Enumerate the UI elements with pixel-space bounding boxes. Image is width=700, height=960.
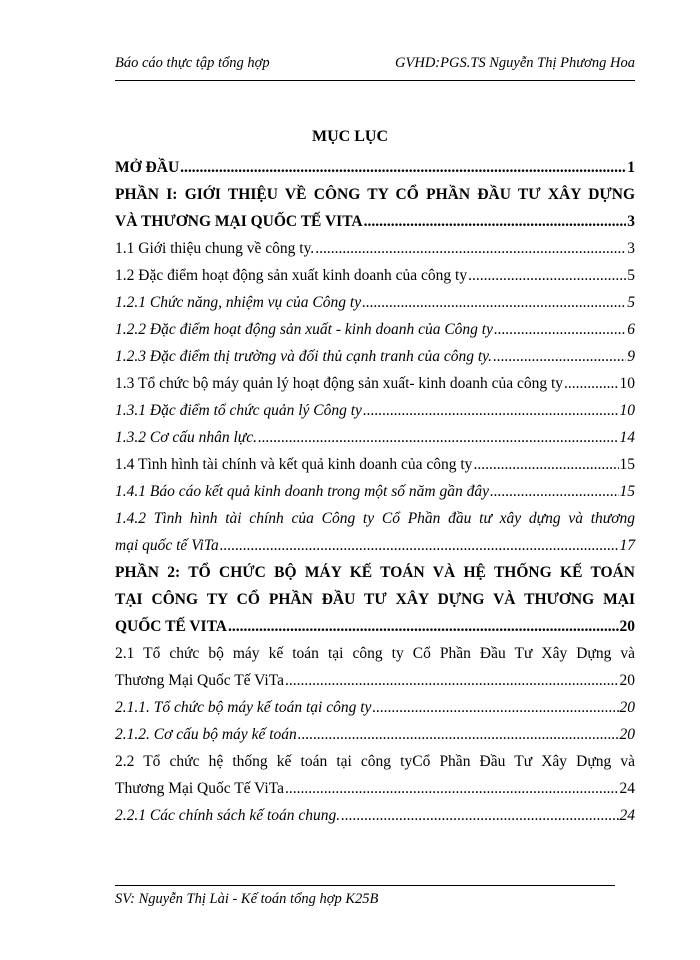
toc-page-number: 20 <box>619 672 635 689</box>
toc-entry-text: 1.4.2 Tình hình tài chính của Công ty Cổ Phần đầu tư xây dựng và thương <box>115 510 635 527</box>
toc-page-number: 10 <box>619 375 635 392</box>
toc-entry-1-3[interactable] <box>115 370 635 397</box>
footer-rule <box>115 885 615 886</box>
toc-page-number: 24 <box>619 807 635 824</box>
toc-entry-1-4-2[interactable] <box>115 505 635 559</box>
toc-entry-text: 2.1.1. Tổ chức bộ máy kế toán tại công ty <box>115 699 372 716</box>
toc-page-number: 20 <box>619 618 635 635</box>
toc-page-number: 24 <box>619 780 635 797</box>
toc-page-number: 5 <box>627 294 635 311</box>
toc-page-number: 15 <box>619 483 635 500</box>
toc-entry-text: mại quốc tế ViTa <box>115 537 219 554</box>
toc-entry-text: 2.2 Tổ chức hệ thống kế toán tại công tyCổ Phần Đầu Tư Xây Dựng và <box>115 753 635 770</box>
header-right: GVHD:PGS.TS Nguyễn Thị Phương Hoa <box>395 55 635 71</box>
toc-entry-text: 1.3 Tổ chức bộ máy quản lý hoạt động sản xuất- kinh doanh của công ty <box>115 375 564 392</box>
toc-entry-1-2-2[interactable] <box>115 316 635 343</box>
toc-entry-text: PHẦN 2: TỔ CHỨC BỘ MÁY KẾ TOÁN VÀ HỆ THỐNG KẾ TOÁN <box>115 564 635 581</box>
toc-entry-text: 1.2 Đặc điểm hoạt động sản xuất kinh doanh của công ty <box>115 267 468 284</box>
toc-entry-text: 1.3.1 Đặc điểm tổ chức quản lý Công ty <box>115 402 362 419</box>
toc-entry-text: 1.4 Tình hình tài chính và kết quả kinh doanh của công ty <box>115 456 473 473</box>
toc-entry-1-1[interactable] <box>115 235 635 262</box>
header-rule <box>115 80 635 81</box>
toc-entry-text: 1.3.2 Cơ cấu nhân lực. <box>115 429 258 446</box>
toc-entry-mo-dau[interactable] <box>115 154 635 181</box>
table-of-contents <box>115 154 635 829</box>
toc-entry-1-2-3[interactable] <box>115 343 635 370</box>
toc-entry-text: Thương Mại Quốc Tế ViTa <box>115 780 284 797</box>
toc-page-number: 10 <box>619 402 635 419</box>
toc-entry-1-3-2[interactable] <box>115 424 635 451</box>
toc-entry-2-1-2[interactable] <box>115 721 635 748</box>
header-left: Báo cáo thực tập tổng hợp <box>115 55 270 71</box>
toc-entry-text: TẠI CÔNG TY CỔ PHẦN ĐẦU TƯ XÂY DỰNG VÀ THƯƠNG MẠI <box>115 591 635 608</box>
toc-entry-text: Thương Mại Quốc Tế ViTa <box>115 672 284 689</box>
toc-entry-text: PHẦN I: GIỚI THIỆU VỀ CÔNG TY CỔ PHẦN ĐẦU TƯ XÂY DỰNG <box>115 186 635 203</box>
toc-entry-1-3-1[interactable] <box>115 397 635 424</box>
toc-page-number: 6 <box>627 321 635 338</box>
toc-page-number: 17 <box>619 537 635 554</box>
toc-entry-text: 1.4.1 Báo cáo kết quả kinh doanh trong một số năm gần đây <box>115 483 489 500</box>
toc-entry-2-2-1[interactable] <box>115 802 635 829</box>
toc-entry-text: 1.1 Giới thiệu chung về công ty. <box>115 240 315 257</box>
page-header <box>115 55 635 72</box>
toc-entry-text: VÀ THƯƠNG MẠI QUỐC TẾ VITA <box>115 213 363 230</box>
toc-entry-text: MỞ ĐẦU <box>115 159 180 176</box>
toc-entry-text: 1.2.3 Đặc điểm thị trường và đối thủ cạnh tranh của công ty. <box>115 348 493 365</box>
toc-entry-1-4-1[interactable] <box>115 478 635 505</box>
toc-title: MỤC LỤC <box>312 128 388 145</box>
toc-entry-1-2[interactable] <box>115 262 635 289</box>
toc-page-number: 9 <box>627 348 635 365</box>
toc-page-number: 5 <box>627 267 635 284</box>
toc-page-number: 1 <box>627 159 635 176</box>
toc-entry-phan-1[interactable] <box>115 181 635 235</box>
toc-entry-text: 2.1 Tổ chức bộ máy kế toán tại công ty Cổ Phần Đầu Tư Xây Dựng và <box>115 645 635 662</box>
toc-entry-2-1[interactable] <box>115 640 635 694</box>
toc-page-number: 14 <box>619 429 635 446</box>
toc-entry-text: 1.2.1 Chức năng, nhiệm vụ của Công ty <box>115 294 362 311</box>
toc-entry-text: 2.2.1 Các chính sách kế toán chung. <box>115 807 341 824</box>
toc-page-number: 20 <box>619 726 635 743</box>
page-footer: SV: Nguyễn Thị Lài - Kế toán tổng hợp K25B <box>115 891 379 907</box>
toc-entry-1-4[interactable] <box>115 451 635 478</box>
toc-page-number: 15 <box>619 456 635 473</box>
toc-entry-2-2[interactable] <box>115 748 635 802</box>
toc-entry-text: QUỐC TẾ VITA <box>115 618 227 635</box>
toc-entry-phan-2[interactable] <box>115 559 635 640</box>
toc-entry-text: 2.1.2. Cơ cấu bộ máy kế toán <box>115 726 297 743</box>
toc-entry-1-2-1[interactable] <box>115 289 635 316</box>
toc-page-number: 3 <box>627 213 635 230</box>
toc-page-number: 3 <box>627 240 635 257</box>
toc-entry-text: 1.2.2 Đặc điểm hoạt động sản xuất - kinh doanh của Công ty <box>115 321 493 338</box>
toc-page-number: 20 <box>619 699 635 716</box>
toc-entry-2-1-1[interactable] <box>115 694 635 721</box>
